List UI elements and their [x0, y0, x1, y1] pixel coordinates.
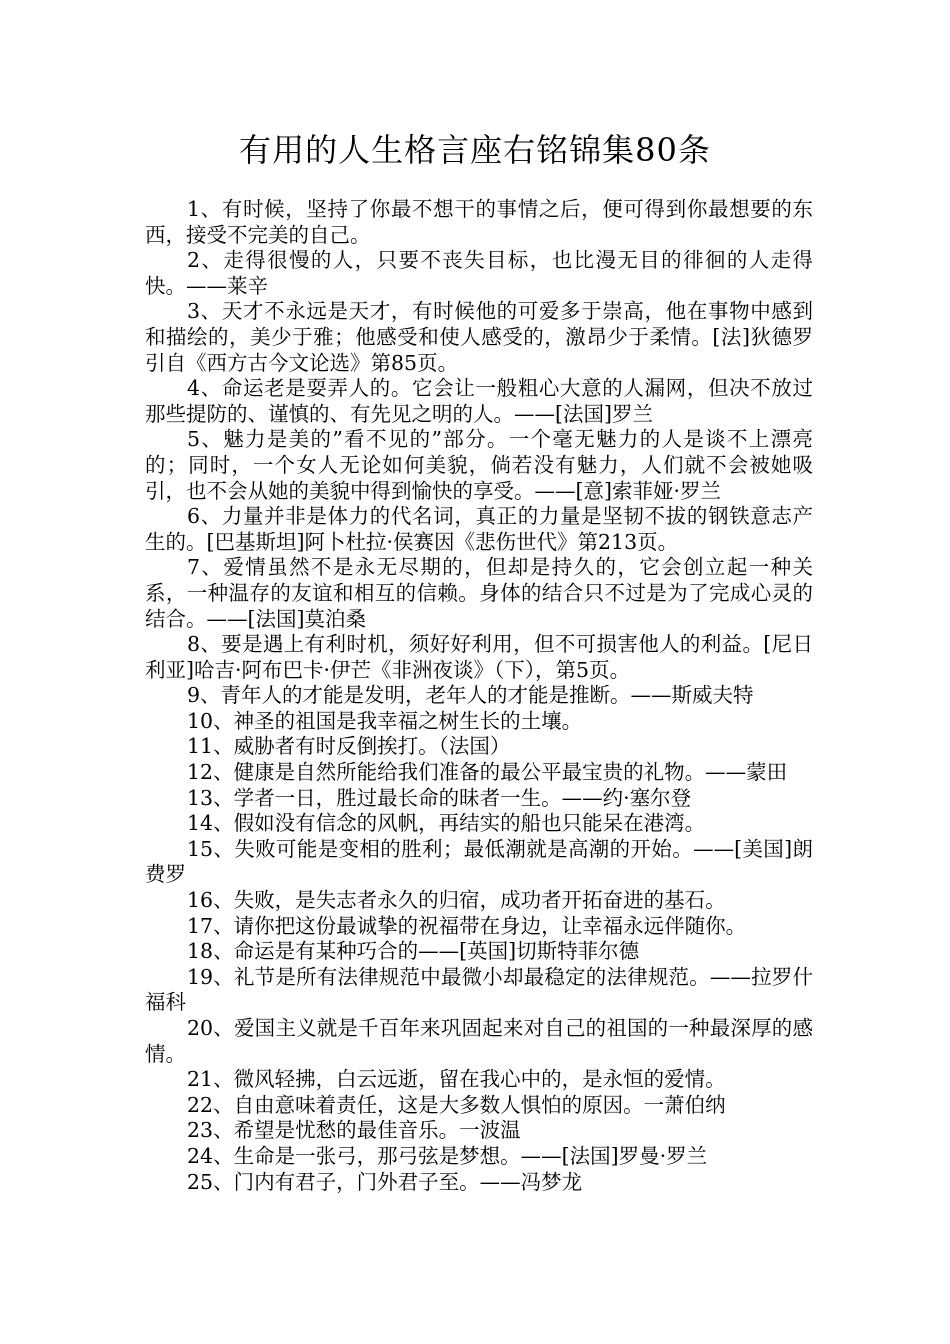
list-item: 8、要是遇上有利时机，须好好利用，但不可损害他人的利益。[尼日利亚]哈吉·阿布巴卡·伊芒《非洲夜谈》（下），第5页。	[145, 632, 813, 682]
list-item: 2、走得很慢的人，只要不丧失目标，也比漫无目的徘徊的人走得快。——莱辛	[145, 248, 813, 298]
list-item: 9、青年人的才能是发明，老年人的才能是推断。——斯威夫特	[187, 683, 754, 708]
list-item: 22、自由意味着责任，这是大多数人惧怕的原因。一萧伯纳	[187, 1092, 726, 1117]
list-item: 16、失败，是失志者永久的归宿，成功者开拓奋进的基石。	[187, 888, 726, 913]
list-item: 10、神圣的祖国是我幸福之树生长的土壤。	[187, 708, 583, 733]
list-item: 14、假如没有信念的风帆，再结实的船也只能呆在港湾。	[187, 811, 706, 836]
list-item: 20、爱国主义就是千百年来巩固起来对自己的祖国的一种最深厚的感情。	[145, 1016, 813, 1066]
list-item: 24、生命是一张弓，那弓弦是梦想。——[法国]罗曼·罗兰	[187, 1143, 708, 1168]
list-item: 13、学者一日，胜过最长命的昧者一生。——约·塞尔登	[187, 785, 692, 810]
list-item: 19、礼节是所有法律规范中最微小却最稳定的法律规范。——拉罗什福科	[145, 964, 813, 1015]
list-item: 11、威胁者有时反倒挨打。（法国）	[187, 734, 511, 759]
list-item: 7、爱情虽然不是永无尽期的，但却是持久的，它会创立起一种关系，一种温存的友谊和相互的信赖。身体的结合只不过是为了完成心灵的结合。——[法国]莫泊桑	[145, 555, 813, 631]
list-item: 1、有时候，坚持了你最不想干的事情之后，便可得到你最想要的东西，接受不完美的自己。	[145, 197, 813, 247]
list-item: 6、力量并非是体力的代名词，真正的力量是坚韧不拔的钢铁意志产生的。[巴基斯坦]阿卜杜拉·侯赛因《悲伤世代》第213页。	[145, 504, 813, 554]
quote-list	[145, 197, 813, 1195]
list-item: 25、门内有君子，门外君子至。——冯梦龙	[187, 1169, 583, 1194]
list-item: 15、失败可能是变相的胜利；最低潮就是高潮的开始。——[美国]朗费罗	[145, 836, 813, 887]
page-title: 有用的人生格言座右铭锦集80条	[239, 131, 711, 169]
list-item: 4、命运老是耍弄人的。它会让一般粗心大意的人漏网，但决不放过那些提防的、谨慎的、有先见之明的人。——[法国]罗兰	[145, 376, 813, 426]
list-item: 12、健康是自然所能给我们准备的最公平最宝贵的礼物。——蒙田	[187, 760, 788, 785]
list-item: 21、微风轻拂，白云远逝，留在我心中的，是永恒的爱情。	[187, 1067, 726, 1092]
list-item: 3、天才不永远是天才，有时候他的可爱多于崇高，他在事物中感到和描绘的，美少于雅；他感受和使人感受的，激昂少于柔情。[法]狄德罗引自《西方古今文论选》第85页。	[145, 299, 813, 375]
list-item: 17、请你把这份最诚挚的祝福带在身边，让幸福永远伴随你。	[187, 913, 747, 938]
list-item: 18、命运是有某种巧合的——[英国]切斯特菲尔德	[187, 939, 640, 964]
list-item: 23、希望是忧愁的最佳音乐。一波温	[187, 1118, 521, 1143]
list-item: 5、魅力是美的”看不见的”部分。一个毫无魅力的人是谈不上漂亮的；同时，一个女人无论如何美貌，倘若没有魅力，人们就不会被她吸引，也不会从她的美貌中得到愉快的享受。——[意]索菲娅·罗兰	[145, 427, 813, 503]
